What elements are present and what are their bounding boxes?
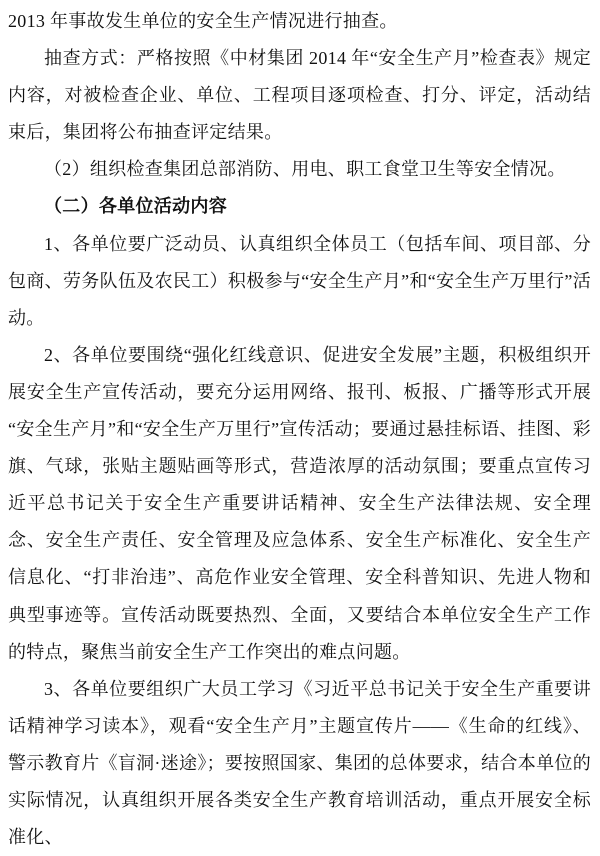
- paragraph-point-3: 3、各单位要组织广大员工学习《习近平总书记关于安全生产重要讲话精神学习读本》，观看“安全生产月”主题宣传片——《生命的红线》、警示教育片《盲洞·迷途》；要按照国家、集团的总体要求，结合本单位的实际情况，认真组织开展各类安全生产教育培训活动，重点开展安全标准化、: [8, 678, 592, 848]
- paragraph-point-1: 1、各单位要广泛动员、认真组织全体员工（包括车间、项目部、分包商、劳务队伍及农民工）积极参与“安全生产月”和“安全生产万里行”活动。: [8, 233, 591, 328]
- paragraph-item-2: （2）组织检查集团总部消防、用电、职工食堂卫生等安全情况。: [44, 159, 566, 180]
- section-heading: （二）各单位活动内容: [44, 196, 227, 217]
- paragraph-point-2: 2、各单位要围绕“强化红线意识、促进安全发展”主题，积极组织开展安全生产宣传活动，要充分运用网络、报刊、板报、广播等形式开展“安全生产月”和“安全生产万里行”宣传活动；要通过悬挂标语、挂图、彩旗、气球，张贴主题贴画等形式，营造浓厚的活动氛围；要重点宣传习近平总书记关于安全生产重要讲话精神、安全生产法律法规、安全理念、安全生产责任、安全管理及应急体系、安全生产标准化、安全生产信息化、“打非治违”、高危作业安全管理、安全科普知识、先进人物和典型事迹等。宣传活动既要热烈、全面，又要结合本单位安全生产工作的特点，聚焦当前安全生产工作突出的难点问题。: [8, 344, 591, 662]
- paragraph-inspection-method: 抽查方式：严格按照《中材集团 2014 年“安全生产月”检查表》规定内容，对被检查企业、单位、工程项目逐项检查、打分、评定，活动结束后，集团将公布抽查评定结果。: [8, 48, 591, 143]
- paragraph-continuation: 2013 年事故发生单位的安全生产情况进行抽查。: [8, 11, 398, 31]
